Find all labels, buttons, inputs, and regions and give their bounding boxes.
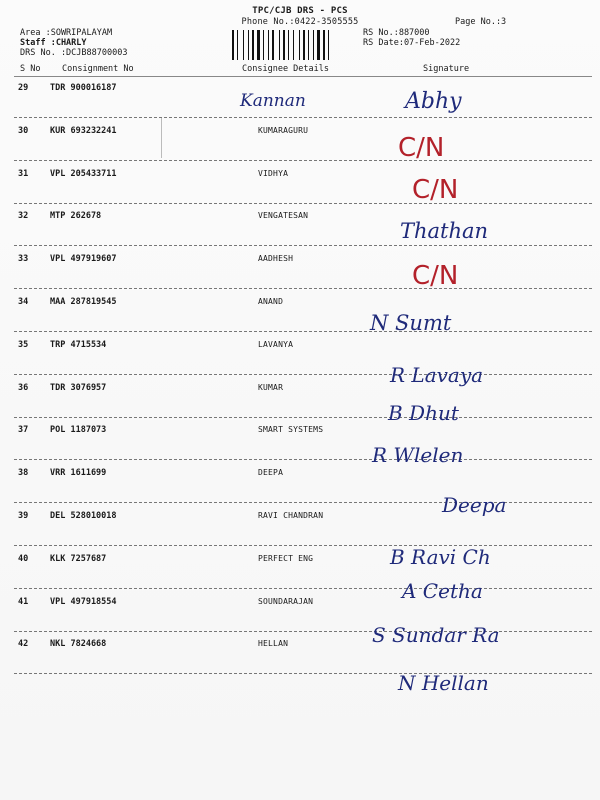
staff: Staff :CHARLY: [20, 38, 87, 48]
serial-number: 36: [18, 382, 29, 393]
page-number: Page No.:3: [455, 17, 507, 27]
consignment-number: VPL 205433711: [50, 168, 117, 179]
col-consignee: Consignee Details: [242, 64, 329, 74]
consignee-name: ANAND: [258, 297, 284, 306]
signature: B Ravi Ch: [390, 545, 491, 569]
col-signature: Signature: [423, 64, 470, 74]
consignment-number: MAA 287819545: [50, 297, 117, 307]
serial-number: 35: [18, 339, 29, 350]
serial-number: 40: [18, 553, 29, 564]
consignment-number: KUR 693232241: [50, 125, 117, 136]
consignee-name: AADHESH: [258, 254, 294, 264]
serial-number: 31: [18, 168, 29, 179]
serial-number: 32: [18, 211, 29, 222]
consignment-number: DEL 528010018: [50, 511, 117, 521]
signature: Deepa: [442, 493, 507, 517]
consignee-name: HELLAN: [258, 639, 289, 649]
signature: R Lavaya: [390, 363, 484, 387]
rs-date: RS Date:07-Feb-2022: [363, 38, 461, 48]
consignee-name: KUMARAGURU: [258, 125, 309, 135]
col-consignment: Consignment No: [62, 64, 134, 74]
rs-number: RS No.:887000: [363, 28, 430, 38]
consignee-name: DEEPA: [258, 468, 284, 478]
serial-number: 34: [18, 297, 29, 307]
consignment-number: TDR 900016187: [50, 83, 117, 93]
signature: C/N: [412, 261, 459, 291]
consignment-number: TRP 4715534: [50, 339, 107, 350]
serial-number: 29: [18, 83, 29, 93]
serial-number: 38: [18, 468, 29, 479]
sheet-title: TPC/CJB DRS - PCS: [252, 6, 348, 16]
col-sno: S No: [20, 64, 41, 74]
signature: A Cetha: [402, 579, 483, 603]
consignment-number: VPL 497918554: [50, 596, 117, 607]
consignee-name: RAVI CHANDRAN: [258, 511, 324, 520]
consignment-number: POL 1187073: [50, 425, 107, 436]
handwritten-name: Kannan: [240, 91, 306, 111]
signature: Thathan: [400, 219, 489, 243]
signature: C/N: [398, 133, 445, 163]
consignee-name: SMART SYSTEMS: [258, 425, 324, 435]
serial-number: 41: [18, 596, 29, 607]
serial-number: 37: [18, 425, 29, 436]
serial-number: 42: [18, 639, 29, 650]
consignee-name: SOUNDARAJAN: [258, 596, 314, 606]
signature: S Sundar Ra: [372, 623, 500, 647]
consignment-number: VRR 1611699: [50, 468, 107, 479]
drs-number: DRS No. :DCJB88700003: [20, 48, 128, 58]
consignment-number: NKL 7824668: [50, 639, 107, 650]
consignee-name: LAVANYA: [258, 339, 294, 349]
signature: N Hellan: [398, 671, 489, 695]
signature: N Sumt: [370, 311, 452, 335]
consignment-number: TDR 3076957: [50, 382, 107, 393]
signature: B Dhut: [388, 401, 459, 425]
serial-number: 39: [18, 511, 29, 521]
consignee-name: VENGATESAN: [258, 211, 309, 221]
consignee-name: KUMAR: [258, 382, 284, 392]
signature: C/N: [412, 175, 459, 205]
consignment-number: MTP 262678: [50, 211, 102, 222]
serial-number: 30: [18, 125, 29, 136]
consignment-number: VPL 497919607: [50, 254, 117, 265]
phone-number: Phone No.:0422-3505555: [241, 17, 359, 27]
signature: Abhy: [405, 89, 462, 114]
signature: R Wlelen: [372, 443, 464, 467]
serial-number: 33: [18, 254, 29, 265]
area: Area :SOWRIPALAYAM: [20, 28, 113, 38]
consignee-name: VIDHYA: [258, 168, 289, 178]
consignment-number: KLK 7257687: [50, 553, 107, 564]
consignee-name: PERFECT ENG: [258, 553, 314, 563]
